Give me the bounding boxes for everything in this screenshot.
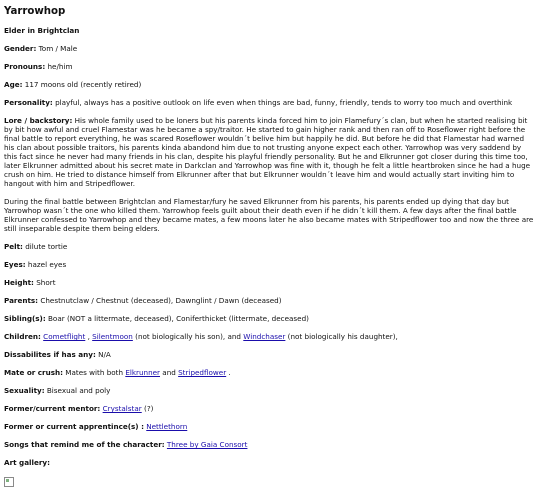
mate-mid: and	[160, 368, 179, 377]
mate-end: .	[226, 368, 231, 377]
song-link[interactable]: Three by Gaia Consort	[166, 440, 248, 449]
disabilities-row	[4, 350, 536, 359]
eyes-row	[4, 260, 536, 269]
songs-label: Songs that remind me of the character:	[4, 440, 165, 449]
art-gallery-row	[4, 458, 536, 467]
child-link-silentmoon[interactable]: Silentmoon	[92, 332, 133, 341]
eyes-label: Eyes:	[4, 260, 26, 269]
siblings-value: Boar (NOT a littermate, deceased), Coniferthicket (littermate, deceased)	[45, 314, 309, 323]
mentor-row	[4, 404, 536, 413]
mentor-note: (?)	[141, 404, 154, 413]
pelt-row	[4, 242, 536, 251]
sexuality-label: Sexuality:	[4, 386, 45, 395]
sexuality-row	[4, 386, 536, 395]
lore-label: Lore / backstory:	[4, 116, 73, 125]
personality-row	[4, 98, 536, 107]
mate-label: Mate or crush:	[4, 368, 63, 377]
siblings-label: Sibling(s):	[4, 314, 46, 323]
broken-image-icon[interactable]	[4, 477, 14, 487]
child-link-windchaser[interactable]: Windchaser	[243, 332, 286, 341]
pelt-label: Pelt:	[4, 242, 23, 251]
age-value: 117 moons old (recently retired)	[22, 80, 142, 89]
pronouns-row	[4, 62, 536, 71]
gender-value: Tom / Male	[36, 44, 78, 53]
children-note-1: (not biologically his son), and	[132, 332, 244, 341]
parents-row	[4, 296, 536, 305]
character-subtitle: Elder in Brightclan	[4, 26, 80, 35]
lore-paragraph-2: During the final battle between Brightclan and Flamestar/fury he saved Elkrunner from his parents, his parents ended up dying that day but Yarrowhop wasn´t the one who killed them. Yarrowhop feels guilt about their death even if he didn´t kill them. A few days after the final battle Elkrunner confessed to Yarrowhop and they became mates, a few moons later he also became mates with Stripedflower too and now the three are still inseparable despite them being elders.	[4, 197, 534, 233]
height-row	[4, 278, 536, 287]
apprentice-label: Former or current apprentince(s) :	[4, 422, 144, 431]
character-name: Yarrowhop	[4, 6, 66, 17]
art-gallery-label: Art gallery:	[4, 458, 50, 467]
eyes-value: hazel eyes	[25, 260, 67, 269]
mate-pre: Mates with both	[63, 368, 126, 377]
mentor-link-crystalstar[interactable]: Crystalstar	[102, 404, 142, 413]
songs-row	[4, 440, 536, 449]
mate-row	[4, 368, 536, 377]
lore-text: His whole family used to be loners but his parents kinda forced him to join Flamefury´s clan, but when he started realising bit by bit how awful and cruel Flamestar was he became a spy/traitor. He started to gain higher rank and then ran off to Roseflower right before the final battle to report everything, he was scared Roseflower wouldn´t belive him but happily he did. But before he did that Flamestar had warned his clan about possible traitors, his parents kinda abandond him due to not trusting anyone expect each other. Yarrowhop was very saddend by this fact since he never had many friends in his clan, despite his playful friendly personality. But he and Elkrunner got closer during this time too, later Elkrunner admitted about his secret mate in Darkclan and Yarrowhop was fine with it, though he felt a little heartbroken since he had a huge crush on him. He tried to distance himself from Elkrunner after that but Elkrunner wouldn´t leave him and would actually start inviting him to hangout with him and Stripedflower.	[4, 116, 531, 188]
personality-label: Personality:	[4, 98, 53, 107]
gender-row	[4, 44, 536, 53]
children-row	[4, 332, 536, 341]
age-label: Age:	[4, 80, 23, 89]
children-note-2: (not biologically his daughter),	[285, 332, 398, 341]
mate-link-elkrunner[interactable]: Elkrunner	[125, 368, 161, 377]
height-label: Height:	[4, 278, 34, 287]
children-separator: ,	[85, 332, 93, 341]
mentor-label: Former/current mentor:	[4, 404, 101, 413]
pelt-value: dilute tortie	[22, 242, 68, 251]
gender-label: Gender:	[4, 44, 37, 53]
parents-value: Chestnutclaw / Chestnut (deceased), Dawnglint / Dawn (deceased)	[38, 296, 282, 305]
mate-link-stripedflower[interactable]: Stripedflower	[178, 368, 227, 377]
sexuality-value: Bisexual and poly	[44, 386, 111, 395]
height-value: Short	[33, 278, 56, 287]
siblings-row	[4, 314, 536, 323]
apprentice-link-nettlethorn[interactable]: Nettlethorn	[146, 422, 188, 431]
age-row	[4, 80, 536, 89]
lore-paragraph	[4, 116, 536, 188]
pronouns-label: Pronouns:	[4, 62, 46, 71]
pronouns-value: he/him	[45, 62, 73, 71]
disabilities-label: Dissabilites if has any:	[4, 350, 96, 359]
parents-label: Parents:	[4, 296, 39, 305]
apprentice-row	[4, 422, 536, 431]
disabilities-value: N/A	[95, 350, 111, 359]
personality-value: playful, always has a positive outlook on life even when things are bad, funny, friendly, tends to worry too much and overthink	[52, 98, 513, 107]
child-link-cometflight[interactable]: Cometflight	[43, 332, 86, 341]
children-label: Children:	[4, 332, 41, 341]
